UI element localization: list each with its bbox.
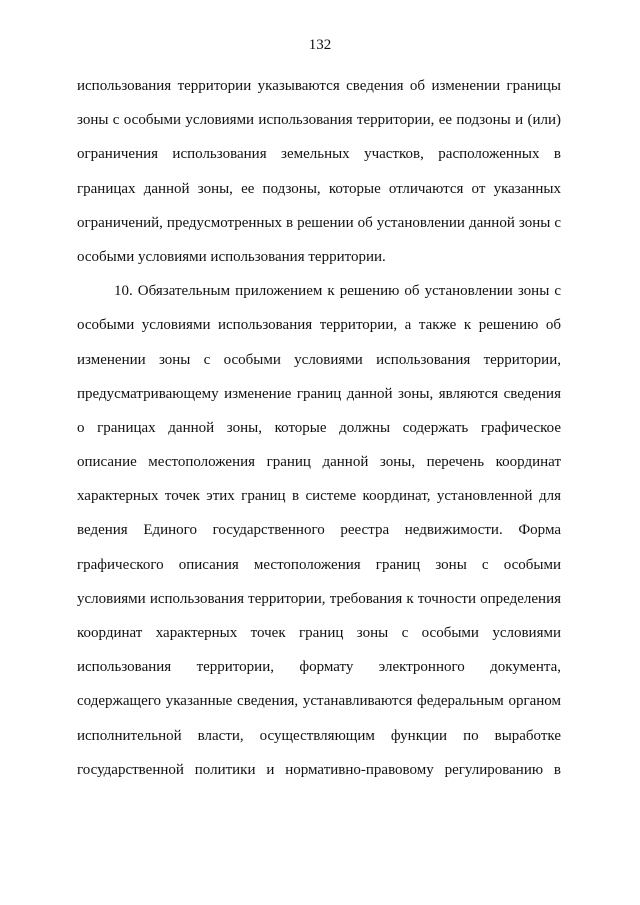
paragraph-continuation: [77, 69, 561, 274]
text-line: особыми условиями использования территории, а также к решению об: [77, 317, 561, 334]
text-line: предусматривающему изменение границ данной зоны, являются сведения: [77, 385, 561, 402]
text-line: описание местоположения границ данной зоны, перечень координат: [77, 454, 561, 471]
page-number: 132: [308, 37, 332, 53]
text-line: 10. Обязательным приложением к решению об установлении зоны с: [114, 283, 561, 300]
paragraph-item-10: [77, 274, 561, 787]
text-line: использования территории, формату электронного документа,: [77, 659, 561, 676]
text-line: графического описания местоположения границ зоны с особыми: [77, 556, 561, 573]
text-line: условиями использования территории, требования к точности определения: [77, 590, 561, 607]
text-line: исполнительной власти, осуществляющим функции по выработке: [77, 727, 561, 744]
text-line: координат характерных точек границ зоны с особыми условиями: [77, 625, 561, 641]
text-line: ограничения использования земельных участков, расположенных в: [77, 146, 561, 163]
text-line: о границах данной зоны, которые должны содержать графическое: [77, 419, 561, 436]
text-line: ограничений, предусмотренных в решении об установлении данной зоны с: [77, 214, 561, 231]
text-line: особыми условиями использования территории.: [77, 248, 386, 265]
text-line: использования территории указываются сведения об изменении границы: [77, 78, 561, 94]
text-line: ведения Единого государственного реестра недвижимости. Форма: [77, 522, 561, 539]
text-line: характерных точек этих границ в системе координат, установленной для: [77, 488, 561, 505]
text-line: зоны с особыми условиями использования территории, ее подзоны и (или): [77, 112, 561, 129]
text-line: изменении зоны с особыми условиями использования территории,: [77, 351, 561, 368]
text-line: содержащего указанные сведения, устанавливаются федеральным органом: [77, 693, 561, 710]
document-body: [77, 69, 561, 787]
text-line: государственной политики и нормативно-правовому регулированию в: [77, 761, 561, 778]
text-line: границах данной зоны, ее подзоны, которые отличаются от указанных: [77, 180, 561, 197]
